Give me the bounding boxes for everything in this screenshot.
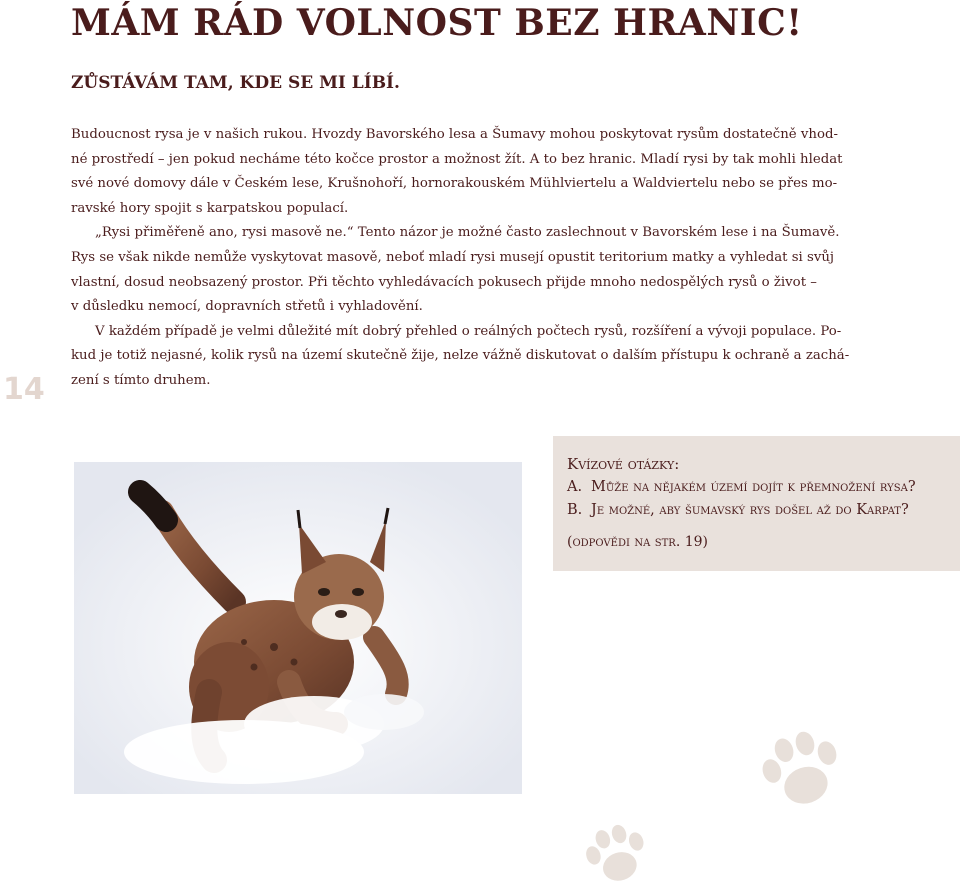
page-title: MÁM RÁD VOLNOST BEZ HRANIC! (71, 2, 803, 44)
quiz-question-text: Může na nějakém území dojít k přemnožení rysa? (591, 479, 916, 495)
paragraph-1 (71, 123, 871, 221)
text-line: zení s tímto druhem. (71, 372, 211, 388)
text-line: V každém případě je velmi důležité mít dobrý přehled o reálných počtech rysů, rozšíření a vývoji populace. Po- (95, 323, 842, 339)
article-body (71, 123, 871, 394)
text-line: ravské hory spojit s karpatskou populací. (71, 200, 349, 216)
paw-print-icon (755, 728, 847, 813)
text-line: kud je totiž nejasné, kolik rysů na území skutečně žije, nelze vážně diskutovat o dalším přístupu k ochraně a zachá- (71, 348, 850, 364)
text-line: své nové domovy dále v Českém lese, Krušnohoří, hornorakouském Mühlviertelu a Waldviertelu nebo se přes mo- (71, 176, 838, 192)
quiz-question-a (567, 476, 960, 499)
text-line: Rys se však nikde nemůže vyskytovat masově, neboť mladí rysi musejí opustit teritorium matky a vyhledat si svůj (71, 249, 835, 265)
paragraph-2 (71, 221, 871, 319)
page-subtitle: ZŮSTÁVÁM TAM, KDE SE MI LÍBÍ. (71, 73, 400, 93)
quiz-question-text: Je možné, aby šumavský rys došel až do Karpat? (591, 502, 909, 518)
paw-print-icon (570, 822, 662, 888)
quiz-question-letter: B. (567, 502, 583, 518)
paragraph-3 (71, 320, 871, 394)
lynx-photo (74, 462, 522, 794)
text-line: „Rysi přiměřeně ano, rysi masově ne.“ Tento názor je možné často zaslechnout v Bavorském lese i na Šumavě. (95, 225, 840, 241)
quiz-answers-note: (odpovědi na str. 19) (567, 534, 709, 550)
text-line: Budoucnost rysa je v našich rukou. Hvozdy Bavorského lesa a Šumavy mohou poskytovat rysům dostatečně vhod- (71, 127, 838, 142)
text-line: vlastní, dosud neobsazený prostor. Při těchto vyhledávacích pokusech přijde mnoho nedospělých rysů o život – (71, 274, 817, 290)
quiz-title: Kvízové otázky: (567, 455, 680, 473)
page-number: 14 (3, 372, 45, 407)
quiz-box (553, 436, 960, 571)
lynx-illustration (74, 462, 522, 794)
text-line: v důsledku nemocí, dopravních střetů i vyhladovění. (71, 299, 423, 315)
quiz-question-letter: A. (567, 479, 583, 495)
quiz-question-b (567, 499, 960, 522)
text-line: né prostředí – jen pokud necháme této kočce prostor a možnost žít. A to bez hranic. Mladí rysi by tak mohli hledat (71, 151, 843, 167)
